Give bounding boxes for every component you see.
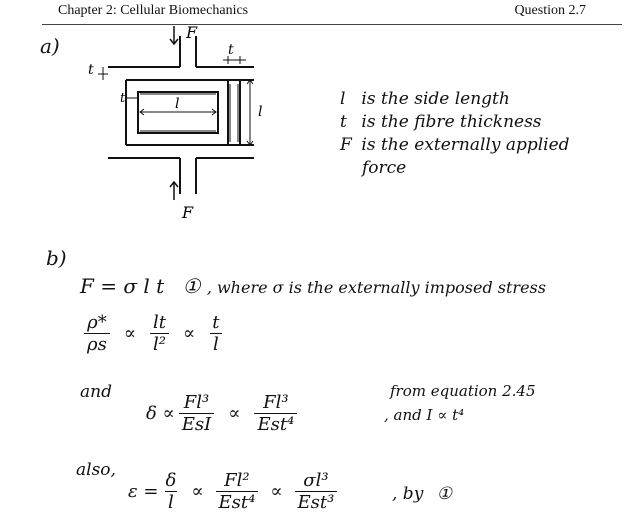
also-label: also, (76, 460, 116, 480)
cell-wall-diagram (78, 22, 308, 222)
equation-3 (146, 392, 301, 435)
definition-continuation: force (362, 158, 407, 178)
proportional-symbol: ∝ (183, 323, 196, 344)
and-label: and (80, 382, 112, 402)
proportional-symbol: ∝ (228, 403, 241, 424)
definition-text: is the fibre thickness (361, 112, 542, 132)
part-b-label: b) (46, 246, 67, 270)
eq4-note-text: , by (392, 484, 424, 504)
eq4-note (392, 484, 452, 504)
definition-t (340, 111, 570, 134)
lt-over-l2: $\frac{lt}{\text{l²}}$ (150, 312, 169, 355)
t-over-l: $\frac{t}{l}$ (209, 312, 222, 355)
eq4-fraction-2: $\frac{\text{Fl²}}{\text{Est⁴}}$ (216, 470, 259, 513)
equation-2 (80, 312, 226, 355)
definition-text: is the side length (361, 89, 510, 109)
definition-l (340, 88, 570, 111)
eq4-lhs: ε = (128, 481, 159, 502)
eq1-comment: , where σ is the externally imposed stress (206, 278, 546, 297)
proportional-symbol: ∝ (123, 323, 137, 344)
strain-fraction: $\frac{\delta}{l}$ (165, 470, 177, 513)
density-ratio: $\frac{\rho*}{\rho s}$ (84, 312, 110, 355)
definition-f (340, 134, 570, 157)
eq4-fraction-3: $\frac{\text{σl³}}{\text{Est³}}$ (295, 470, 338, 513)
proportional-symbol: ∝ (270, 481, 283, 502)
chapter-title: Chapter 2: Cellular Biomechanics (58, 3, 249, 18)
equation-1 (80, 274, 546, 298)
definition-text: is the externally applied (361, 135, 570, 155)
eq3-note-2: , and I ∝ t⁴ (384, 406, 465, 424)
eq3-note-1: from equation 2.45 (390, 382, 536, 400)
force-top-label: F (186, 23, 198, 42)
eq1-marker: ① (182, 274, 201, 298)
definitions-list (340, 88, 570, 180)
l-horizontal-label: l (175, 96, 180, 112)
part-a-label: a) (40, 34, 60, 58)
eq3-lhs: δ ∝ (146, 403, 175, 424)
t-left-label: t (88, 62, 94, 78)
l-vertical-label: l (258, 104, 263, 120)
eq3-fraction-1: $\frac{\text{Fl³}}{\text{EsI}}$ (179, 392, 215, 435)
proportional-symbol: ∝ (191, 481, 204, 502)
t-inner-label: t (120, 91, 126, 106)
equation-4 (128, 470, 341, 513)
force-bottom-label: F (182, 203, 194, 222)
eq4-marker: ① (436, 484, 452, 504)
t-top-label: t (228, 42, 234, 58)
question-number: Question 2.7 (514, 3, 586, 18)
definition-symbol: F (340, 135, 352, 155)
eq3-fraction-2: $\frac{\text{Fl³}}{\text{Est⁴}}$ (254, 392, 297, 435)
definition-symbol: t (340, 112, 347, 132)
eq1-lhs: F = σ l t (80, 274, 165, 298)
definition-symbol: l (340, 89, 346, 109)
